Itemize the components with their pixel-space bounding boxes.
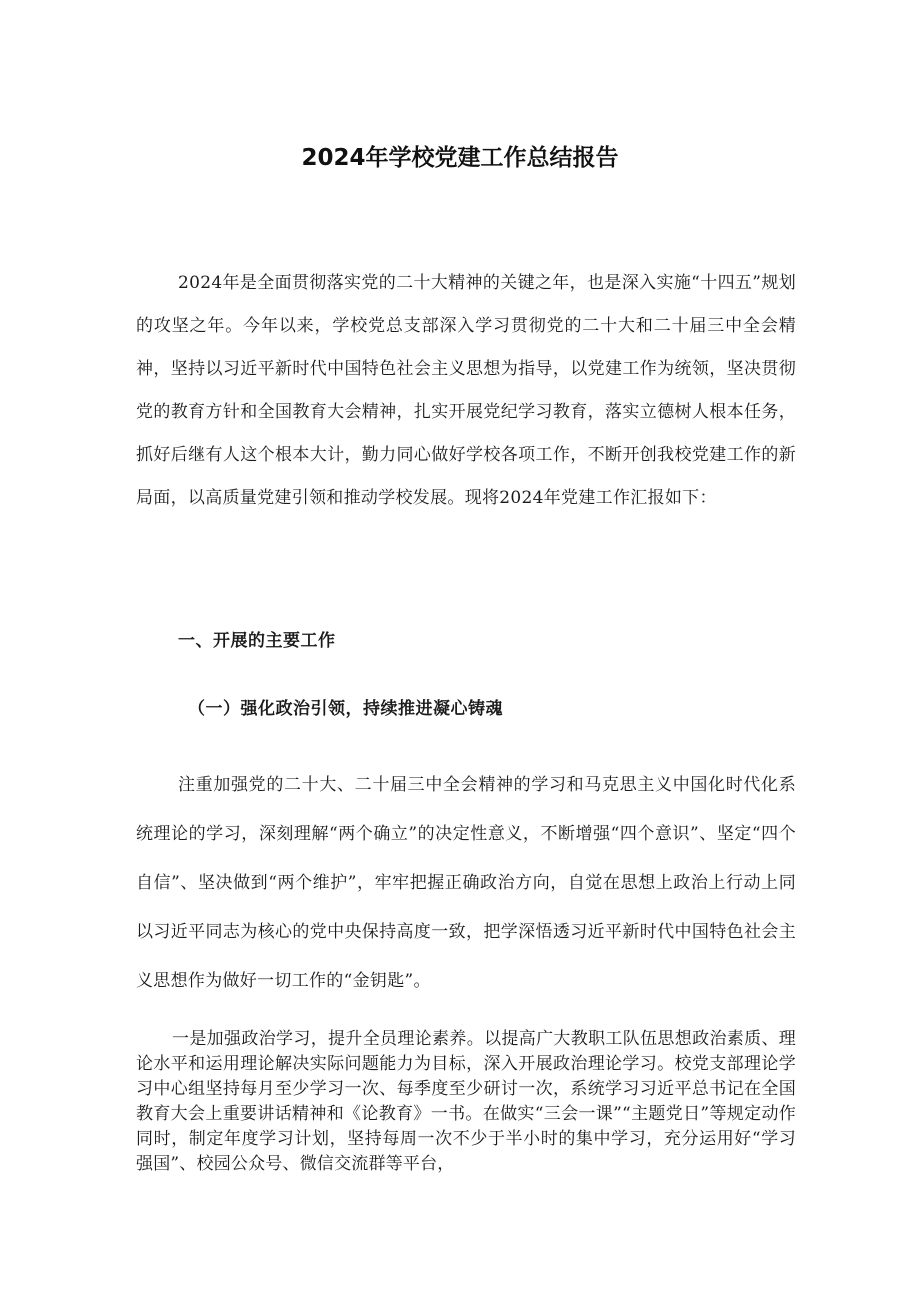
section-heading-main-work: 一、开展的主要工作 (178, 631, 336, 651)
intro-paragraph: 2024年是全面贯彻落实党的二十大精神的关键之年，也是深入实施“十四五”规划的攻坚之年。今年以来，学校党总支部深入学习贯彻党的二十大和二十届三中全会精神，坚持以习近平新时代中国特色社会主义思想为指导，以党建工作为统领，坚决贯彻党的教育方针和全国教育大会精神，扎实开展党纪学习教育，落实立德树人根本任务，抓好后继有人这个根本大计，勤力同心做好学校各项工作，不断开创我校党建工作的新局面，以高质量党建引领和推动学校发展。现将2024年党建工作汇报如下： (136, 273, 796, 508)
point-one-paragraph: 一是加强政治学习，提升全员理论素养。以提高广大教职工队伍思想政治素质、理论水平和运用理论解决实际问题能力为目标，深入开展政治理论学习。校党支部理论学习中心组坚持每月至少学习一次、每季度至少研讨一次，系统学习习近平总书记在全国教育大会上重要讲话精神和《论教育》一书。在做实“三会一课”“主题党日”等规定动作同时，制定年度学习计划，坚持每周一次不少于半小时的集中学习，充分运用好“学习强国”、校园公众号、微信交流群等平台， (136, 1029, 796, 1174)
subsection-paragraph: 注重加强党的二十大、二十届三中全会精神的学习和马克思主义中国化时代化系统理论的学习，深刻理解“两个确立”的决定性意义，不断增强“四个意识”、坚定“四个自信”、坚决做到“两个维护”，牢牢把握正确政治方向，自觉在思想上政治上行动上同以习近平同志为核心的党中央保持高度一致，把学深悟透习近平新时代中国特色社会主义思想作为做好一切工作的“金钥匙”。 (136, 775, 796, 991)
document-title: 2024年学校党建工作总结报告 (301, 145, 619, 172)
subsection-heading-political-guidance: （一）强化政治引领，持续推进凝心铸魂 (188, 699, 503, 719)
